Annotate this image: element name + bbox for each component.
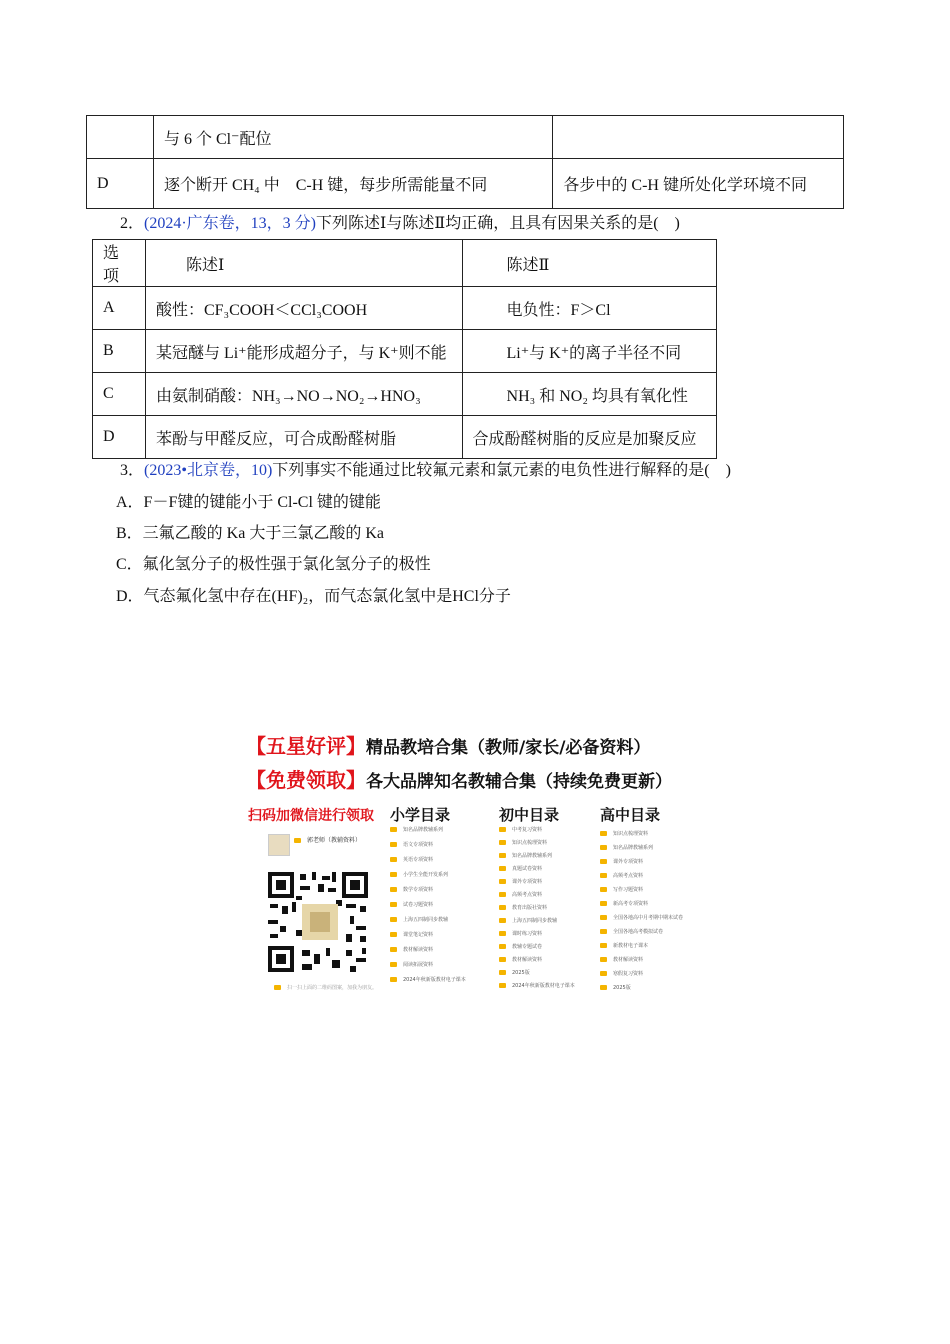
list-item[interactable]: 2025版 — [499, 969, 530, 976]
list-item[interactable]: 小学生全能开发系列 — [390, 871, 448, 878]
table-row — [87, 116, 844, 159]
list-item[interactable]: 上海五四制同步教辅 — [390, 916, 448, 923]
scan-label: 扫码加微信进行领取 — [248, 808, 374, 824]
list-item[interactable]: 知识点梳理资料 — [499, 839, 547, 846]
question-number: 2． — [120, 215, 145, 232]
option-cell: A — [93, 287, 146, 330]
list-item[interactable]: 全国各地高考模拟试卷 — [600, 928, 663, 935]
promo-line-2 — [246, 764, 672, 793]
statement-1-cell: 酸性：CF₃COOH＜CCl₃COOH — [145, 287, 462, 330]
question-text: 下列陈述Ⅰ与陈述Ⅱ均正确，且具有因果关系的是( ) — [316, 215, 680, 232]
list-item[interactable]: 高频考点资料 — [600, 872, 643, 879]
table-row — [93, 416, 717, 459]
table-row — [87, 159, 844, 209]
promo-line-1 — [246, 730, 650, 759]
statement-2-cell: NH₃ 和 NO₂ 均具有氧化性 — [462, 373, 716, 416]
list-item[interactable]: 高频考点资料 — [499, 891, 542, 898]
list-item[interactable]: 2025版 — [600, 984, 631, 991]
list-item[interactable]: 课外专项资料 — [600, 858, 643, 865]
list-item[interactable]: 教材解读资料 — [600, 956, 643, 963]
table-row — [93, 330, 717, 373]
statement-1-cell: 由氨制硝酸：NH₃→NO→NO₂→HNO₃ — [145, 373, 462, 416]
option-cell: B — [93, 330, 146, 373]
question-source: (2023•北京卷，10) — [144, 462, 273, 479]
list-item[interactable]: 课外专项资料 — [499, 878, 542, 885]
list-item[interactable]: 2024年秋新版教材电子课本 — [390, 976, 466, 983]
list-item[interactable]: 数学专项资料 — [390, 886, 433, 893]
list-item[interactable]: 知名品牌教辅系列 — [390, 826, 443, 833]
statement-2-cell: 合成酚醛树脂的反应是加聚反应 — [462, 416, 716, 459]
statement-2-cell: 电负性：F＞Cl — [462, 287, 716, 330]
avatar — [268, 834, 290, 856]
list-item[interactable]: 课时练习资料 — [499, 930, 542, 937]
table-continuation — [86, 115, 844, 209]
table-cell: 各步中的 C-H 键所处化学环境不同 — [553, 159, 844, 209]
table-cell — [553, 116, 844, 159]
table-cell: 逐个断开 CH₄ 中 C-H 键，每步所需能量不同 — [153, 159, 552, 209]
list-item[interactable]: 新教材电子课本 — [600, 942, 648, 949]
list-item[interactable]: 新高考专项资料 — [600, 900, 648, 907]
list-item[interactable]: 阅读拓展资料 — [390, 961, 433, 968]
question-source: (2024·广东卷，13，3 分) — [144, 215, 317, 232]
list-item[interactable]: 教辅专题试卷 — [499, 943, 542, 950]
table-header-row — [93, 240, 717, 287]
option-a: A．F－F键的键能小于 Cl-Cl 键的键能 — [116, 494, 381, 511]
statement-2-cell: Li⁺与 K⁺的离子半径不同 — [462, 330, 716, 373]
option-cell: C — [93, 373, 146, 416]
statement-1-cell: 某冠醚与 Li⁺能形成超分子，与 K⁺则不能 — [145, 330, 462, 373]
question-number: 3． — [120, 462, 145, 479]
list-item[interactable]: 教育出版社资料 — [499, 904, 547, 911]
list-item[interactable]: 知识点梳理资料 — [600, 830, 648, 837]
table-row — [93, 373, 717, 416]
option-b: B．三氟乙酸的 Ka 大于三氯乙酸的 Ka — [116, 525, 384, 542]
table-cell: D — [87, 159, 154, 209]
qr-footer-note: 扫一扫上面的二维码图案，加我为朋友。 — [274, 984, 377, 991]
primary-catalog-title: 小学目录 — [390, 806, 451, 824]
middle-catalog-title: 初中目录 — [499, 806, 560, 824]
question-2 — [120, 210, 680, 233]
option-c: C．氟化氢分子的极性强于氯化氢分子的极性 — [116, 556, 431, 573]
list-item[interactable]: 英语专项资料 — [390, 856, 433, 863]
option-d: D．气态氟化氢中存在(HF)₂，而气态氯化氢中是HCl分子 — [116, 588, 511, 605]
question-text: 下列事实不能通过比较氟元素和氯元素的电负性进行解释的是( ) — [272, 462, 731, 479]
promo-text: 各大品牌知名教辅合集（持续免费更新） — [366, 772, 672, 792]
list-item[interactable]: 写作习题资料 — [600, 886, 643, 893]
list-item[interactable]: 教材解读资料 — [499, 956, 542, 963]
table-header-cell: 选项 — [93, 240, 146, 287]
promo-text: 精品教培合集（教师/家长/必备资料） — [366, 738, 651, 758]
list-item[interactable]: 中考复习资料 — [499, 826, 542, 833]
qr-code[interactable] — [266, 870, 370, 974]
option-cell: D — [93, 416, 146, 459]
statement-1-cell: 苯酚与甲醛反应，可合成酚醛树脂 — [145, 416, 462, 459]
contact-name: 郭老师（教辅资料） — [294, 835, 361, 844]
list-item[interactable]: 试卷习题资料 — [390, 901, 433, 908]
promo-tag: 【五星好评】 — [246, 734, 366, 758]
list-item[interactable]: 教材解读资料 — [390, 946, 433, 953]
table-header-cell: 陈述Ⅰ — [145, 240, 462, 287]
list-item[interactable]: 上海五四制同步教辅 — [499, 917, 557, 924]
table-cell — [87, 116, 154, 159]
list-item[interactable]: 语文专项资料 — [390, 841, 433, 848]
high-catalog-title: 高中目录 — [600, 806, 661, 824]
question-3 — [120, 457, 731, 480]
table-header-cell: 陈述Ⅱ — [462, 240, 716, 287]
table-cell: 与 6 个 Cl⁻配位 — [153, 116, 552, 159]
list-item[interactable]: 知名品牌教辅系列 — [600, 844, 653, 851]
table-row — [93, 287, 717, 330]
list-item[interactable]: 2024年秋新版教材电子课本 — [499, 982, 575, 989]
list-item[interactable]: 寒假复习资料 — [600, 970, 643, 977]
list-item[interactable]: 真题试卷资料 — [499, 865, 542, 872]
list-item[interactable]: 课堂笔记资料 — [390, 931, 433, 938]
list-item[interactable]: 全国各地高中月考期中期末试卷 — [600, 914, 683, 921]
options-table — [92, 239, 717, 459]
list-item[interactable]: 知名品牌教辅系列 — [499, 852, 552, 859]
promo-banner[interactable] — [244, 718, 714, 996]
promo-tag: 【免费领取】 — [246, 768, 366, 792]
